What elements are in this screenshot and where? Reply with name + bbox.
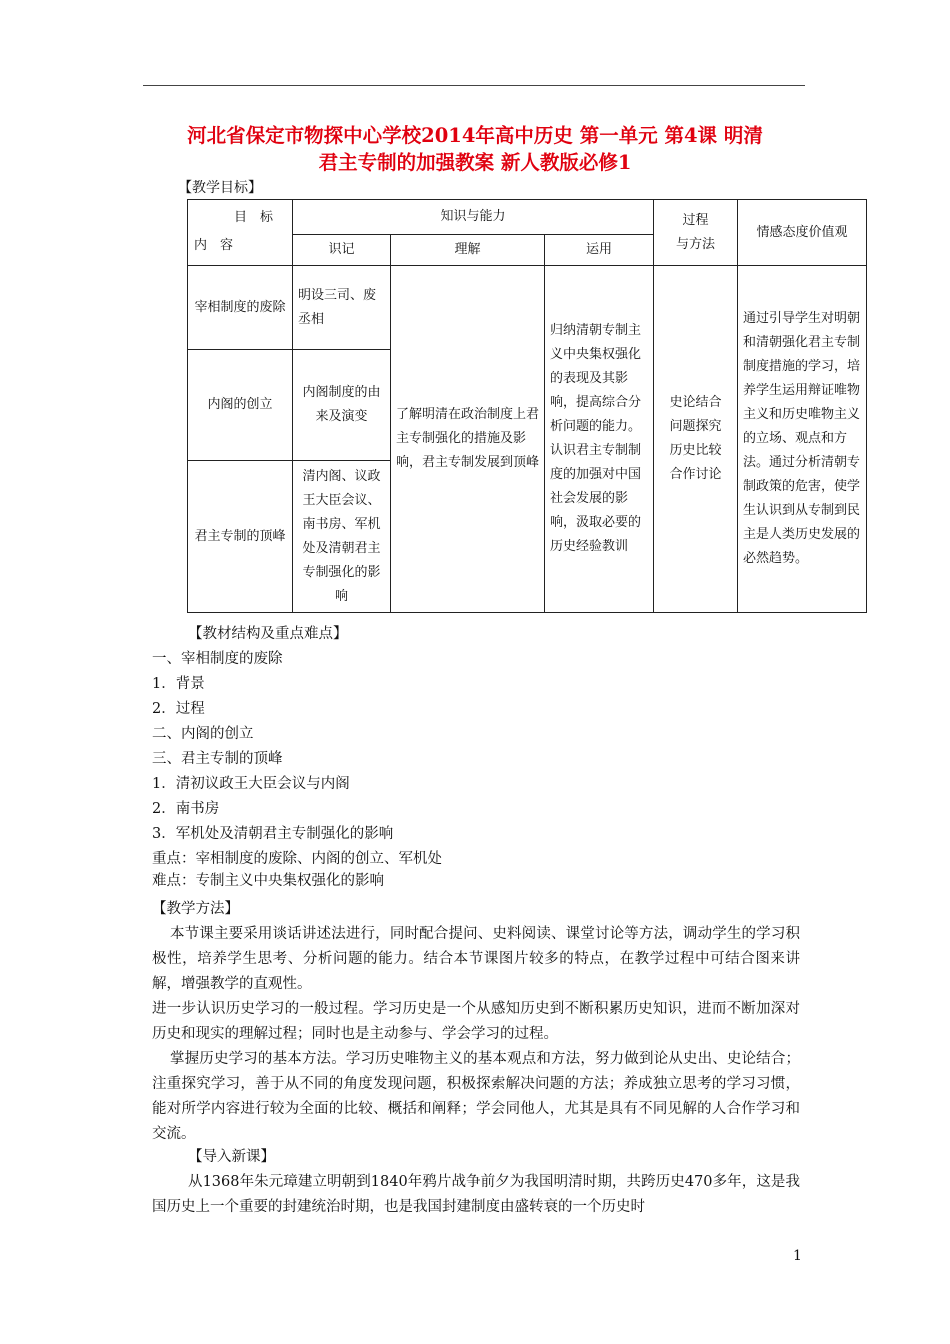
title-line-2: 君主专制的加强教案 新人教版必修1 [318, 151, 632, 174]
row-recall-2: 内阁制度的由来及演变 [293, 350, 391, 461]
header-process-line-2: 与方法 [676, 236, 716, 252]
process-item: 问题探究 [669, 419, 722, 434]
structure-line: 1．清初议政王大臣会议与内阁 [152, 776, 350, 792]
header-understand: 理解 [391, 235, 545, 266]
header-target: 目 标 [234, 210, 274, 225]
header-emotion: 情感态度价值观 [738, 200, 867, 266]
row-content-1: 宰相制度的废除 [188, 266, 293, 350]
page-number: 1 [793, 1248, 802, 1264]
structure-line: 1．背景 [152, 676, 205, 692]
document-title [100, 122, 850, 176]
method-paragraph-1: 本节课主要采用谈话讲述法进行，同时配合提问、史料阅读、课堂讨论等方法，调动学生的学习积极性，培养学生思考、分析问题的能力。结合本节课图片较多的特点，在教学过程中可结合图来讲解，增强教学的直观性。 [152, 926, 800, 992]
row-content-2: 内阁的创立 [188, 350, 293, 461]
intro-paragraph: 从1368年朱元璋建立明朝到1840年鸦片战争前夕为我国明清时期，共跨历史470多年，这是我国历史上一个重要的封建统治时期，也是我国封建制度由盛转衰的一个历史时 [152, 1174, 800, 1215]
method-paragraph-2: 进一步认识历史学习的一般过程。学习历史是一个从感知历史到不断积累历史知识，进而不断加深对历史和现实的理解过程；同时也是主动参与、学会学习的过程。 [152, 1001, 800, 1042]
header-content: 内 容 [194, 238, 234, 253]
header-process-line-1: 过程 [682, 212, 709, 228]
apply-cell: 归纳清朝专制主义中央集权强化的表现及其影响，提高综合分析问题的能力。认识君主专制制度的加强对中国社会发展的影响，汲取必要的历史经验教训 [545, 266, 654, 613]
process-item: 历史比较 [669, 443, 722, 458]
understand-cell: 了解明清在政治制度上君主专制强化的措施及影响，君主专制发展到顶峰 [391, 266, 545, 613]
row-content-3: 君主专制的顶峰 [188, 461, 293, 613]
goals-section-label: 【教学目标】 [178, 180, 262, 196]
row-recall-1: 明设三司、废丞相 [293, 266, 391, 350]
structure-line: 3．军机处及清朝君主专制强化的影响 [152, 826, 394, 842]
goals-table [187, 199, 867, 613]
emotion-cell: 通过引导学生对明朝和清朝强化君主专制制度措施的学习，培养学生运用辩证唯物主义和历史唯物主义的立场、观点和方法。通过分析清朝专制政策的危害，使学生认识到从专制到民主是人类历史发展的必然趋势。 [738, 266, 867, 613]
row-recall-3: 清内阁、议政王大臣会议、南书房、军机处及清朝君主专制强化的影响 [293, 461, 391, 613]
structure-line: 2．南书房 [152, 801, 220, 817]
process-cell [654, 266, 738, 613]
intro-heading: 【导入新课】 [188, 1149, 275, 1165]
header-recall: 识记 [293, 235, 391, 266]
structure-line: 二、内阁的创立 [152, 726, 254, 742]
structure-line: 2．过程 [152, 701, 205, 717]
structure-line: 三、君主专制的顶峰 [152, 751, 283, 767]
header-rule [143, 85, 805, 86]
process-item: 史论结合 [669, 395, 722, 410]
structure-heading: 【教材结构及重点难点】 [188, 626, 348, 642]
header-diagonal-cell [188, 200, 293, 266]
process-item: 合作讨论 [669, 467, 722, 482]
key-points: 重点：宰相制度的废除、内阁的创立、军机处 [152, 851, 442, 867]
method-heading: 【教学方法】 [152, 901, 239, 917]
method-paragraph-3: 掌握历史学习的基本方法。学习历史唯物主义的基本观点和方法，努力做到论从史出、史论结合；注重探究学习，善于从不同的角度发现问题，积极探索解决问题的方法；养成独立思考的学习习惯，能对所学内容进行较为全面的比较、概括和阐释；学会同他人，尤其是具有不同见解的人合作学习和交流。 [152, 1051, 800, 1142]
header-knowledge: 知识与能力 [293, 200, 654, 235]
difficult-points: 难点：专制主义中央集权强化的影响 [152, 873, 384, 889]
header-process [654, 200, 738, 266]
title-line-1: 河北省保定市物探中心学校2014年高中历史 第一单元 第4课 明清 [187, 124, 763, 147]
structure-line: 一、宰相制度的废除 [152, 651, 283, 667]
header-apply: 运用 [545, 235, 654, 266]
